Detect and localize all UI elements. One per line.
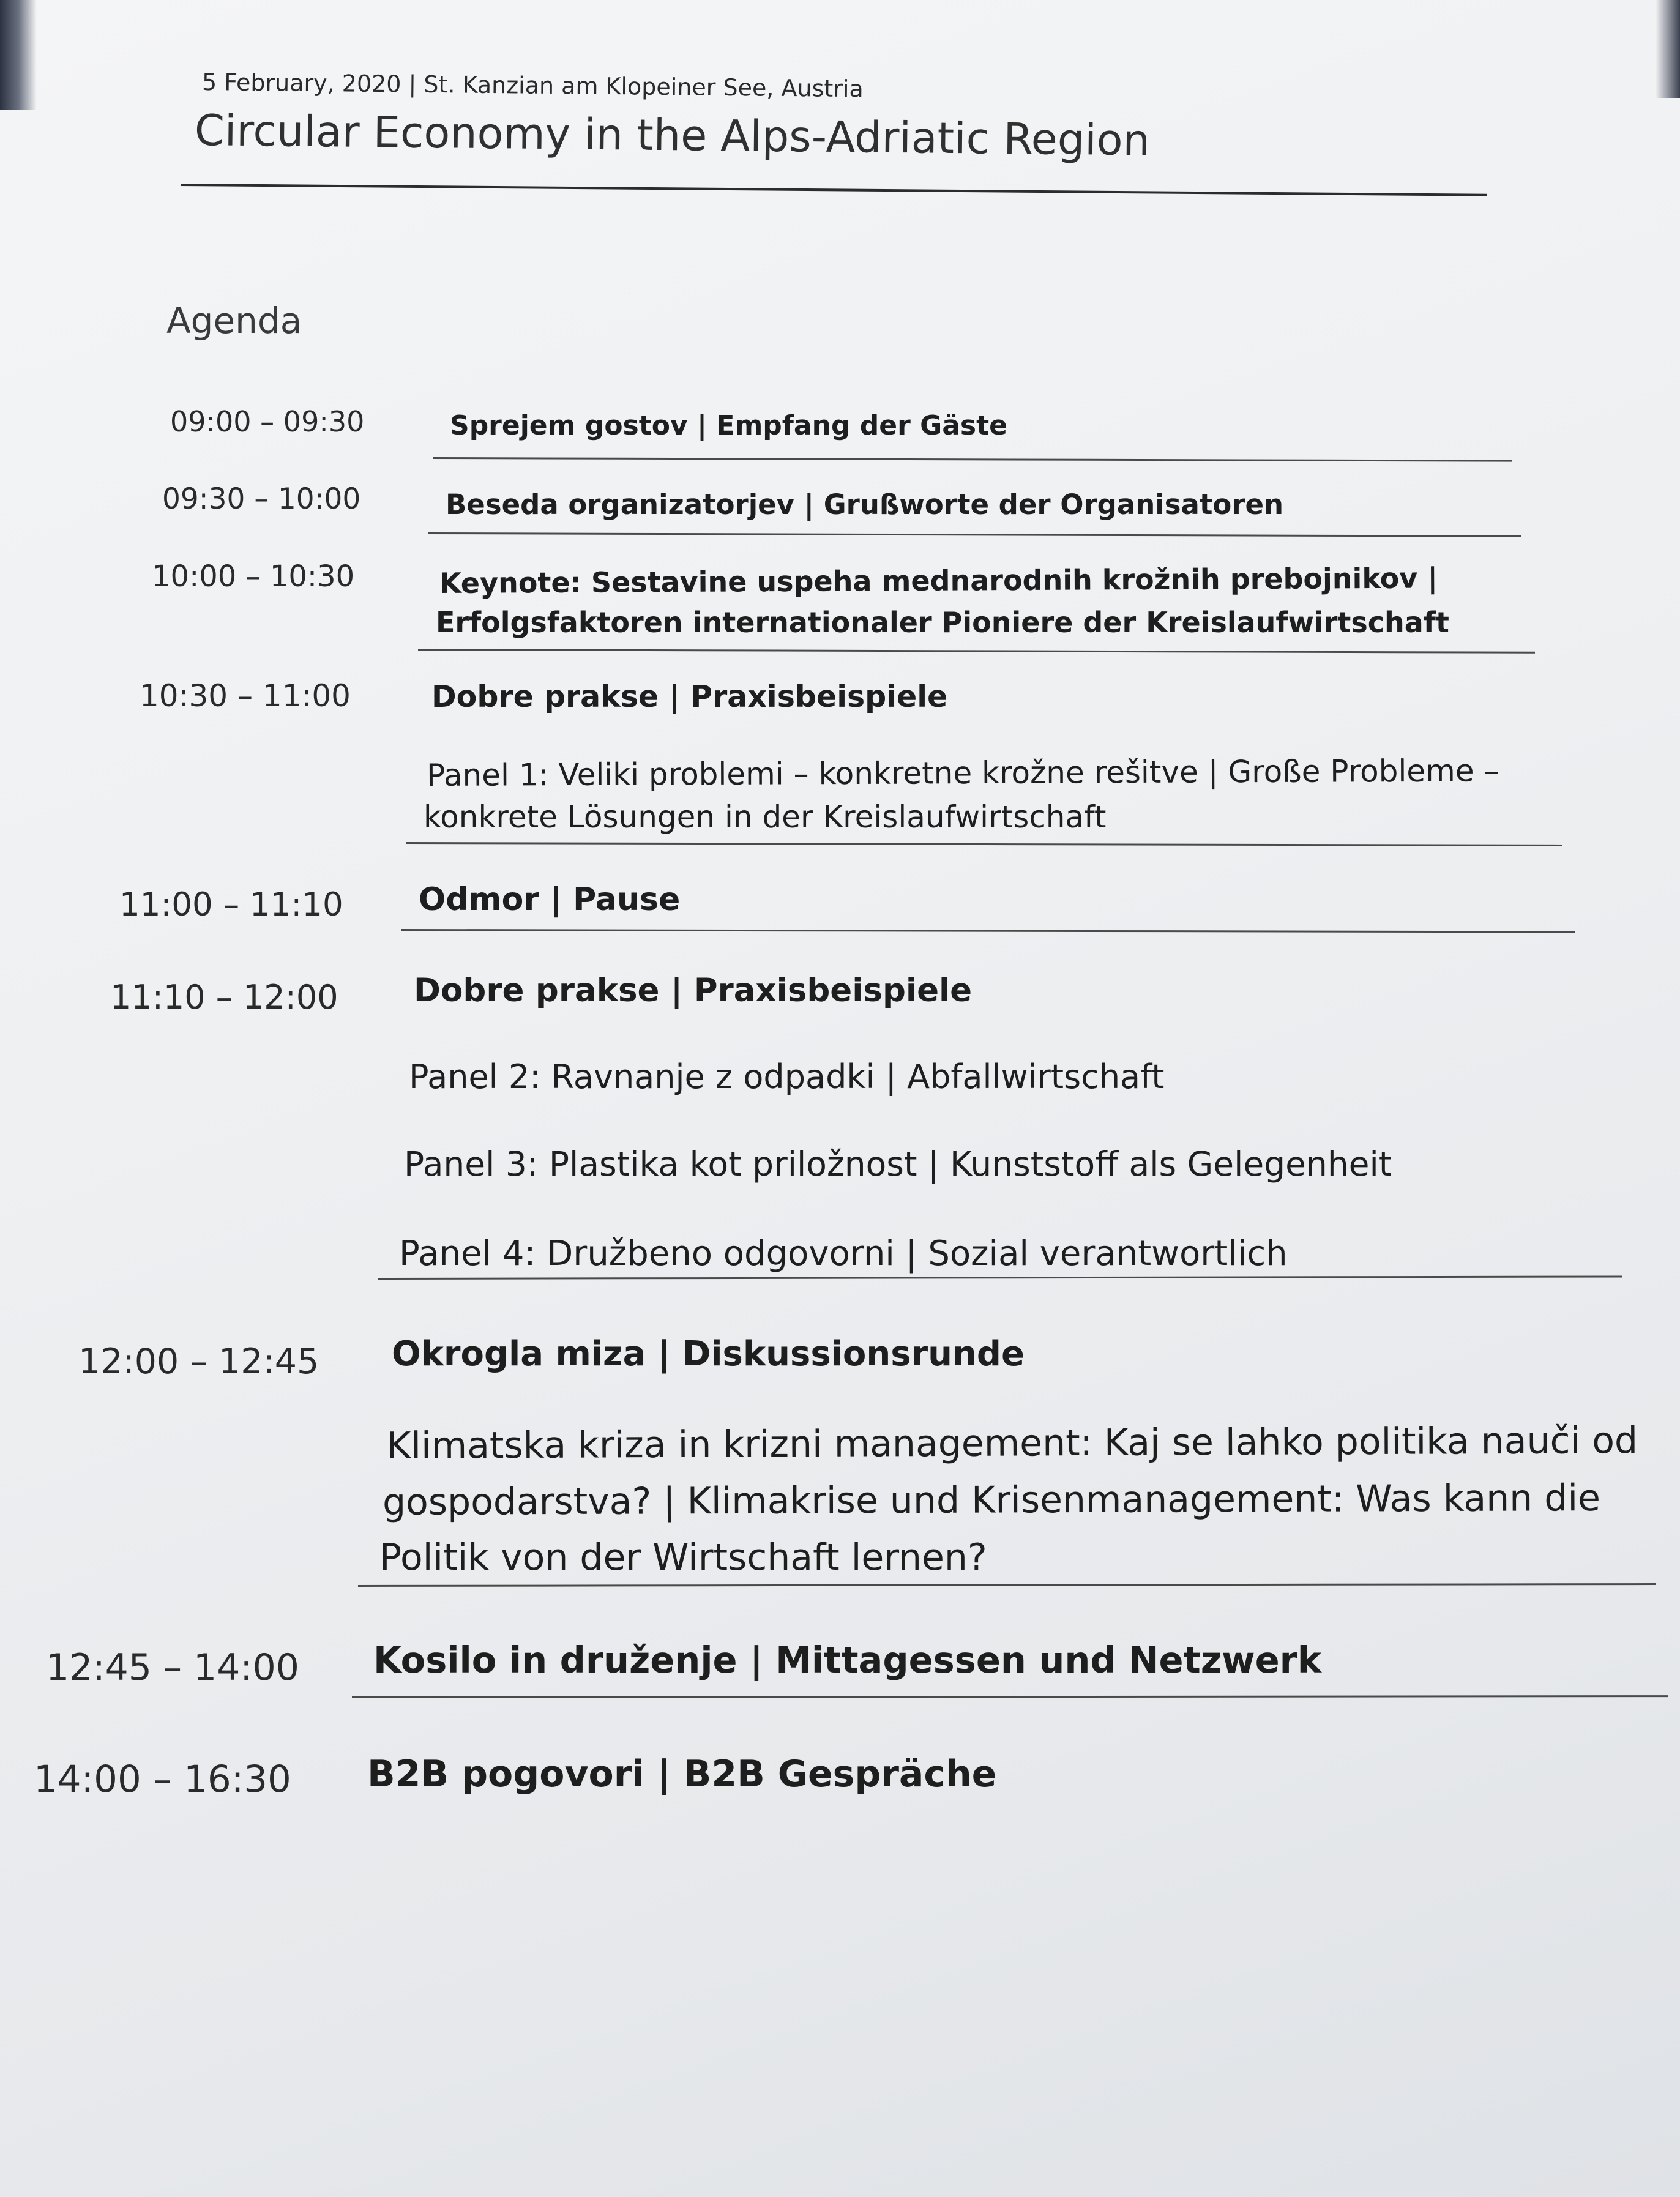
agenda-item-line: Sprejem gostov | Empfang der Gäste [450,410,1007,441]
agenda-item-line: Panel 2: Ravnanje z odpadki | Abfallwirtschaft [409,1057,1165,1096]
agenda-time: 10:00 – 10:30 [152,559,355,594]
row-divider [352,1695,1668,1698]
agenda-item-line: Klimatska kriza in krizni management: Kaj se lahko politika nauči od [386,1419,1638,1468]
row-divider [378,1275,1622,1280]
event-date-location: 5 February, 2020 | St. Kanzian am Klopeiner See, Austria [201,69,864,103]
row-divider [406,842,1562,846]
agenda-time: 12:45 – 14:00 [46,1646,299,1689]
agenda-item-line: Kosilo in druženje | Mittagessen und Netzwerk [373,1639,1321,1681]
background-shadow-right [1656,0,1680,98]
agenda-item-line: B2B pogovori | B2B Gespräche [367,1753,997,1796]
agenda-time: 12:00 – 12:45 [78,1341,319,1382]
agenda-time: 10:30 – 11:00 [140,678,351,714]
row-divider [433,457,1512,462]
agenda-time: 09:30 – 10:00 [162,482,361,516]
agenda-item-line: Panel 1: Veliki problemi – konkretne krožne rešitve | Große Probleme – [426,753,1499,793]
agenda-item-line: konkrete Lösungen in der Kreislaufwirtschaft [424,799,1107,835]
agenda-item-line: Panel 4: Družbeno odgovorni | Sozial verantwortlich [399,1234,1288,1274]
agenda-item-line: Erfolgsfaktoren internationaler Pioniere der Kreislaufwirtschaft [436,606,1449,639]
agenda-time: 11:00 – 11:10 [119,886,343,923]
row-divider [418,649,1535,654]
row-divider [428,532,1521,537]
agenda-item-line: Dobre prakse | Praxisbeispiele [414,972,973,1009]
agenda-item-line: gospodarstva? | Klimakrise und Krisenmanagement: Was kann die [382,1477,1601,1524]
agenda-item-line: Politik von der Wirtschaft lernen? [379,1536,987,1579]
agenda-item-line: Panel 3: Plastika kot priložnost | Kunststoff als Gelegenheit [404,1144,1392,1184]
agenda-time: 11:10 – 12:00 [110,978,338,1016]
agenda-heading: Agenda [166,300,302,341]
agenda-item-line: Dobre prakse | Praxisbeispiele [431,679,948,714]
agenda-time: 09:00 – 09:30 [170,405,365,438]
agenda-item-line: Keynote: Sestavine uspeha mednarodnih krožnih prebojnikov | [439,561,1438,600]
background-shadow [0,0,37,110]
event-title: Circular Economy in the Alps-Adriatic Region [194,105,1151,166]
title-underline [181,184,1487,196]
agenda-item-line: Okrogla miza | Diskussionsrunde [392,1334,1025,1374]
row-divider [358,1583,1656,1587]
agenda-time: 14:00 – 16:30 [34,1758,291,1801]
agenda-item-line: Beseda organizatorjev | Grußworte der Organisatoren [446,488,1284,521]
row-divider [401,929,1575,933]
agenda-item-line: Odmor | Pause [419,881,681,918]
